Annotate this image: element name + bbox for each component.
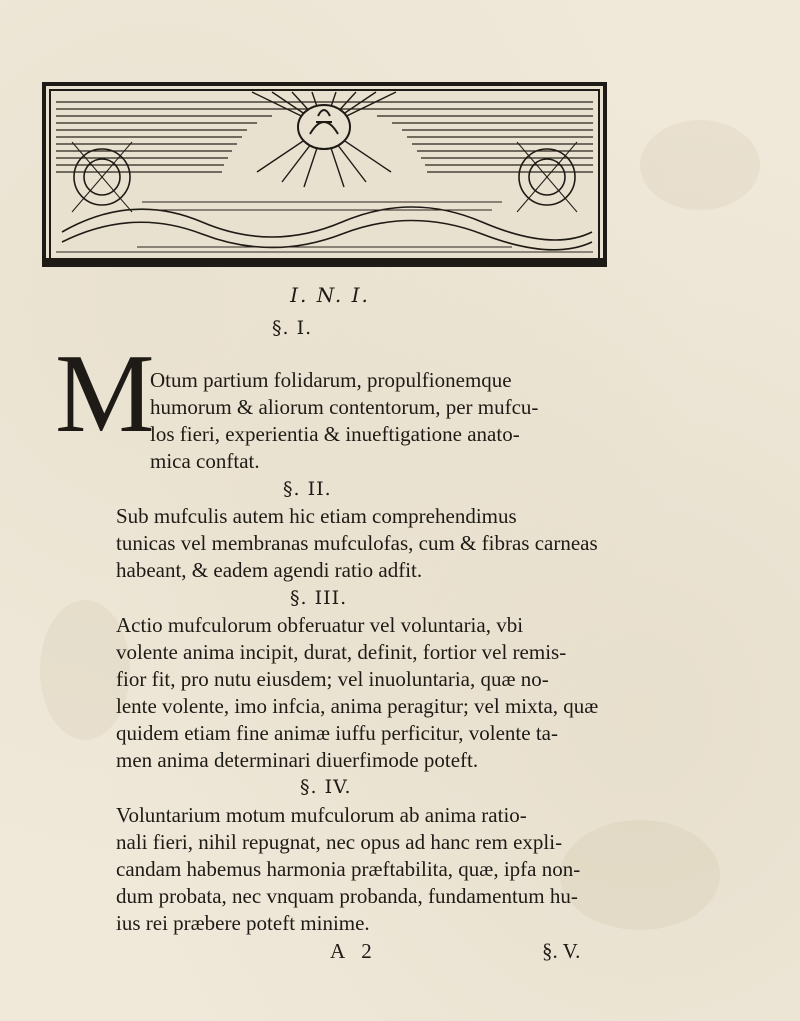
section-4-number: §. IV. (300, 776, 352, 798)
section-1-line: Otum partium folidarum, propulfionemque (150, 368, 512, 392)
section-4-line: nali fieri, nihil repugnat, nec opus ad hanc rem expli- (116, 830, 563, 854)
page-title: I. N. I. (290, 283, 370, 307)
headpiece-ornament (42, 82, 607, 267)
section-3-line: quidem etiam fine animæ iuffu perficitur, volente ta- (116, 721, 558, 745)
signature-mark: A 2 (330, 939, 378, 963)
section-3-line: Actio mufculorum obferuatur vel voluntaria, vbi (116, 613, 524, 637)
section-1-line: humorum & aliorum contentorum, per mufcu- (150, 395, 539, 419)
section-3-line: fior fit, pro nutu eiusdem; vel inuoluntaria, quæ no- (116, 667, 549, 691)
paper-stain (560, 820, 720, 930)
paper-stain (640, 120, 760, 210)
section-3-line: lente volente, imo infcia, anima peragitur; vel mixta, quæ (116, 694, 599, 718)
catchword: §. V. (542, 939, 581, 963)
section-4-line: candam habemus harmonia præftabilita, quæ, ipfa non- (116, 857, 581, 881)
section-3-line: volente anima incipit, durat, definit, fortior vel remis- (116, 640, 567, 664)
section-1-line: mica conftat. (150, 449, 260, 473)
section-4-line: Voluntarium motum mufculorum ab anima ratio- (116, 803, 527, 827)
section-2-line: habeant, & eadem agendi ratio adfit. (116, 558, 423, 582)
section-2-line: Sub mufculis autem hic etiam comprehendimus (116, 504, 517, 528)
section-4-line: dum probata, nec vnquam probanda, fundamentum hu- (116, 884, 578, 908)
section-2-number: §. II. (283, 478, 332, 500)
section-2-line: tunicas vel membranas mufculofas, cum & fibras carneas (116, 531, 598, 555)
section-1-number: §. I. (272, 317, 313, 339)
section-3-number: §. III. (290, 587, 348, 609)
drop-cap-letter: M (55, 332, 153, 456)
section-1-line: los fieri, experientia & inueftigatione anato- (150, 422, 520, 446)
section-3-line: men anima determinari diuerfimode poteft. (116, 748, 479, 772)
section-4-line: ius rei præbere poteft minime. (116, 911, 370, 935)
